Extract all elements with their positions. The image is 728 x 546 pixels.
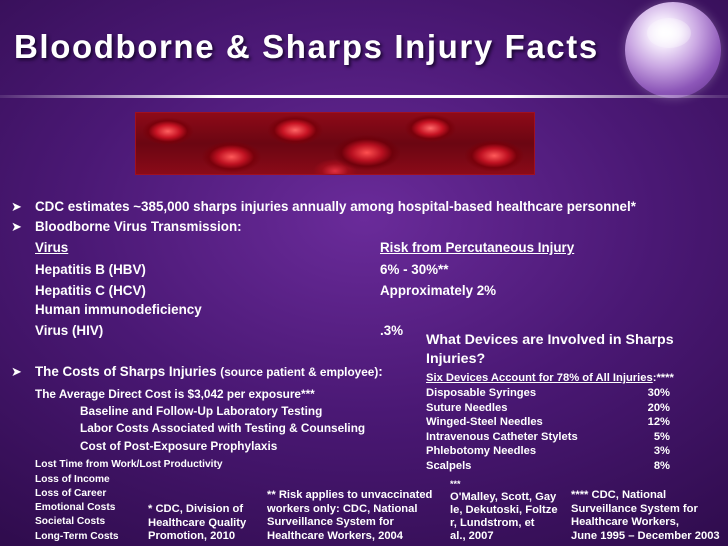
bullet-virus-transmission: Bloodborne Virus Transmission: xyxy=(35,219,242,234)
direct-cost-item: Cost of Post-Exposure Prophylaxis xyxy=(80,439,278,453)
footnote-cdc-2010 xyxy=(148,503,246,544)
device-row xyxy=(426,445,670,457)
footnote-line: * CDC, Division of xyxy=(148,503,244,515)
sphere-icon xyxy=(625,2,721,98)
direct-cost-item: Baseline and Follow-Up Laboratory Testing xyxy=(80,404,323,418)
footnote-line: **** CDC, National xyxy=(571,489,667,501)
indirect-cost-item: Loss of Career xyxy=(35,488,107,499)
virus-risk: 6% - 30%** xyxy=(380,262,449,277)
virus-name: Human immunodeficiency xyxy=(35,302,202,317)
virus-name: Hepatitis C (HCV) xyxy=(35,283,146,298)
device-row xyxy=(426,402,670,414)
footnote-line: O'Malley, Scott, Gay xyxy=(450,491,557,503)
footnote-line: June 1995 – December 2003 xyxy=(571,529,720,542)
costs-heading xyxy=(35,364,383,379)
footnote-line: Promotion, 2010 xyxy=(148,530,236,542)
virus-risk: Approximately 2% xyxy=(380,283,497,298)
sphere-highlight xyxy=(647,18,691,48)
device-row xyxy=(426,431,670,443)
title-divider xyxy=(0,95,728,98)
arrow-right-icon: ➤ xyxy=(11,219,22,234)
virus-name: Hepatitis B (HBV) xyxy=(35,262,146,277)
footnote-line: al., 2007 xyxy=(450,530,494,542)
device-percent: 5% xyxy=(653,431,670,443)
device-percent: 8% xyxy=(653,460,670,472)
indirect-cost-item: Lost Time from Work/Lost Productivity xyxy=(35,459,223,470)
devices-subtitle-suffix: :**** xyxy=(652,372,674,384)
footnote-line: Healthcare Workers, 2004 xyxy=(267,529,403,542)
virus-name: Virus (HIV) xyxy=(35,323,104,338)
costs-heading-text: The Costs of Sharps Injuries xyxy=(35,364,217,379)
devices-subtitle xyxy=(426,372,674,384)
page-title: Bloodborne & Sharps Injury Facts xyxy=(14,28,599,65)
device-name: Phlebotomy Needles xyxy=(426,445,537,457)
average-cost: The Average Direct Cost is $3,042 per exposure*** xyxy=(35,387,315,401)
device-name: Scalpels xyxy=(426,460,472,472)
devices-title: What Devices are Involved in Sharps Injuries? xyxy=(426,332,674,367)
footnote-line: Healthcare Workers, xyxy=(571,516,679,528)
arrow-right-icon: ➤ xyxy=(11,364,22,379)
device-row xyxy=(426,460,670,472)
arrow-right-icon: ➤ xyxy=(11,199,22,214)
devices-subtitle-text: Six Devices Account for 78% of All Injuries xyxy=(426,372,653,384)
virus-header: Virus xyxy=(35,240,69,255)
footnote-line: workers only: CDC, National xyxy=(267,502,418,515)
footnote-line: Surveillance System for xyxy=(267,516,394,528)
indirect-cost-item: Emotional Costs xyxy=(35,502,116,513)
indirect-cost-item: Societal Costs xyxy=(35,516,106,527)
bullet-cdc-estimate: CDC estimates ~385,000 sharps injuries annually among hospital-based healthcare personnel* xyxy=(35,199,636,214)
device-percent: 20% xyxy=(647,402,670,414)
device-name: Disposable Syringes xyxy=(426,387,537,399)
footnote-line: le, Dekutoski, Foltze xyxy=(450,504,558,516)
costs-heading-note: (source patient & employee) xyxy=(220,365,379,379)
footnote-cdc-2003 xyxy=(571,489,720,543)
footnote-omalley-2007 xyxy=(450,478,558,543)
footnote-line: ** Risk applies to unvaccinated xyxy=(267,489,433,501)
device-row xyxy=(426,416,670,428)
device-percent: 12% xyxy=(647,416,670,428)
device-row xyxy=(426,387,670,399)
footnote-risk-2004 xyxy=(267,489,432,543)
device-name: Intravenous Catheter Stylets xyxy=(426,431,578,443)
indirect-cost-item: Long-Term Costs xyxy=(35,531,119,542)
blood-cells-image xyxy=(135,112,535,175)
footnote-line: r, Lundstrom, et xyxy=(450,517,535,529)
device-name: Winged-Steel Needles xyxy=(426,416,543,428)
direct-cost-item: Labor Costs Associated with Testing & Counseling xyxy=(80,421,366,435)
footnote-line: *** xyxy=(450,479,461,489)
costs-heading-colon: : xyxy=(378,364,383,379)
device-percent: 30% xyxy=(647,387,670,399)
device-percent: 3% xyxy=(653,445,670,457)
virus-risk: .3% xyxy=(380,323,404,338)
footnote-line: Healthcare Quality xyxy=(148,516,247,529)
indirect-cost-item: Loss of Income xyxy=(35,474,110,485)
device-name: Suture Needles xyxy=(426,402,508,414)
risk-header: Risk from Percutaneous Injury xyxy=(380,240,575,255)
footnote-line: Surveillance System for xyxy=(571,502,698,515)
